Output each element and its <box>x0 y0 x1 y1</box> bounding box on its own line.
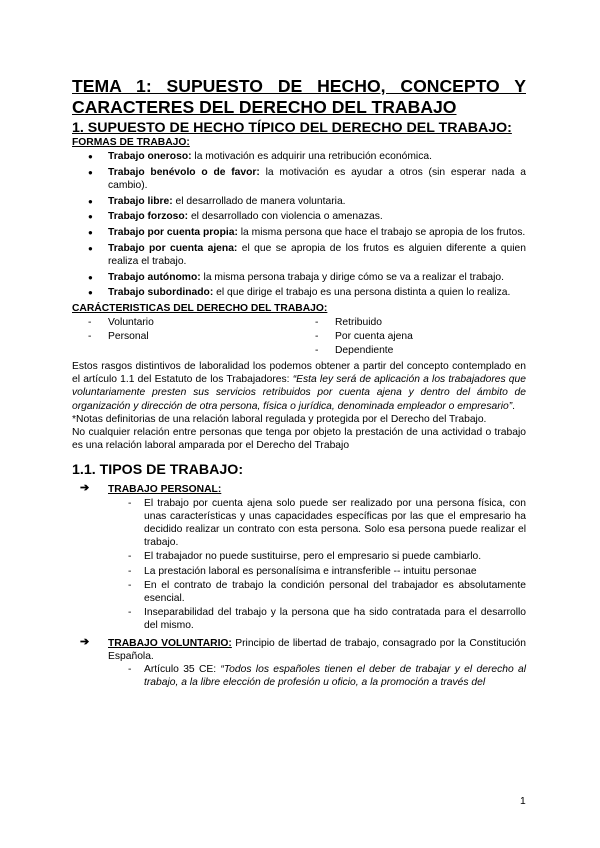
arrow-icon: ➔ <box>80 635 90 648</box>
list-item: - Dependiente <box>299 344 526 358</box>
list-item: - Por cuenta ajena <box>299 330 526 344</box>
trabajo-voluntario-heading: ➔ TRABAJO VOLUNTARIO: Principio de libertad de trabajo, consagrado por la Constitución Española. <box>80 635 526 662</box>
document-title-line-2: CARACTERES DEL DERECHO DEL TRABAJO <box>72 97 457 117</box>
formas-list <box>72 150 526 300</box>
section-1-heading: 1. SUPUESTO DE HECHO TÍPICO DEL DERECHO DEL TRABAJO: <box>72 120 512 136</box>
list-item: ● Trabajo libre: el desarrollado de manera voluntaria. <box>72 195 526 208</box>
arrow-icon: ➔ <box>80 482 90 495</box>
list-item: ● Trabajo autónomo: la misma persona trabaja y dirige cómo se va a realizar el trabajo. <box>72 271 526 284</box>
list-item: - El trabajador no puede sustituirse, pero el empresario si puede cambiarlo. <box>72 550 526 563</box>
caracteristicas-right-column <box>299 316 526 358</box>
list-item: ● Trabajo oneroso: la motivación es adquirir una retribución económica. <box>72 150 526 163</box>
caracteristicas-left-column <box>72 316 299 358</box>
list-item: - La prestación laboral es personalísima e intransferible -- intuitu personae <box>72 565 526 578</box>
trabajo-personal-list <box>72 497 526 633</box>
list-item: ● Trabajo subordinado: el que dirige el trabajo es una persona distinta a quien lo realiza. <box>72 286 526 299</box>
list-item: - Voluntario <box>72 316 299 330</box>
trabajo-personal-heading: ➔ TRABAJO PERSONAL: <box>80 482 222 496</box>
note-definitorias: *Notas definitorias de una relación laboral regulada y protegida por el Derecho del Trabajo. <box>72 413 487 425</box>
trabajo-voluntario-list <box>72 663 526 689</box>
list-item: ● Trabajo forzoso: el desarrollado con violencia o amenazas. <box>72 210 526 223</box>
list-item: - En el contrato de trabajo la condición personal del trabajador es absolutamente esencial. <box>72 579 526 605</box>
paragraph-estatuto: Estos rasgos distintivos de laboralidad los podemos obtener a partir del concepto contemplado en el artículo 1.1 del Estatuto de los Trabajadores: “Esta ley será de aplicación a los trabajadores que voluntariamente presten sus servicios retribuidos por cuenta ajena y dentro del ámbito de organización y dirección de otra persona, física o jurídica, denominada empleador o empresario”. <box>72 361 526 412</box>
list-item: - Artículo 35 CE: “Todos los españoles tienen el deber de trabajar y el derecho al trabajo, a la libre elección de profesión u oficio, a la promoción a través del <box>72 663 526 689</box>
formas-heading: FORMAS DE TRABAJO: <box>72 137 190 148</box>
list-item: ● Trabajo benévolo o de favor: la motivación es ayudar a otros (sin esperar nada a cambio). <box>72 166 526 192</box>
page-number: 1 <box>520 796 526 807</box>
caracteristicas-heading: CARÁCTERISTICAS DEL DERECHO DEL TRABAJO: <box>72 303 328 315</box>
caracteristicas-list <box>72 316 526 358</box>
note-relacion-laboral: No cualquier relación entre personas que tenga por objeto la prestación de una actividad o trabajo es una relación laboral amparada por el Derecho del Trabajo <box>72 427 526 452</box>
list-item: ● Trabajo por cuenta propia: la misma persona que hace el trabajo se apropia de los frutos. <box>72 226 526 239</box>
list-item: - Retribuido <box>299 316 526 330</box>
document-title-line-1: TEMA 1: SUPUESTO DE HECHO, CONCEPTO Y <box>72 76 526 96</box>
section-1-1-heading: 1.1. TIPOS DE TRABAJO: <box>72 462 244 479</box>
list-item: - Personal <box>72 330 299 344</box>
list-item: ● Trabajo por cuenta ajena: el que se apropia de los frutos es alguien diferente a quien realiza el trabajo. <box>72 242 526 268</box>
list-item: - Inseparabilidad del trabajo y la persona que ha sido contratada para el desarrollo del mismo. <box>72 606 526 632</box>
list-item: - El trabajo por cuenta ajena solo puede ser realizado por una persona física, con unas características y unas capacidades específicas por las que el empresario ha decidido realizar un contrato con esta persona. Solo esa persona puede realizar el trabajo. <box>72 497 526 550</box>
document-page <box>72 76 526 691</box>
